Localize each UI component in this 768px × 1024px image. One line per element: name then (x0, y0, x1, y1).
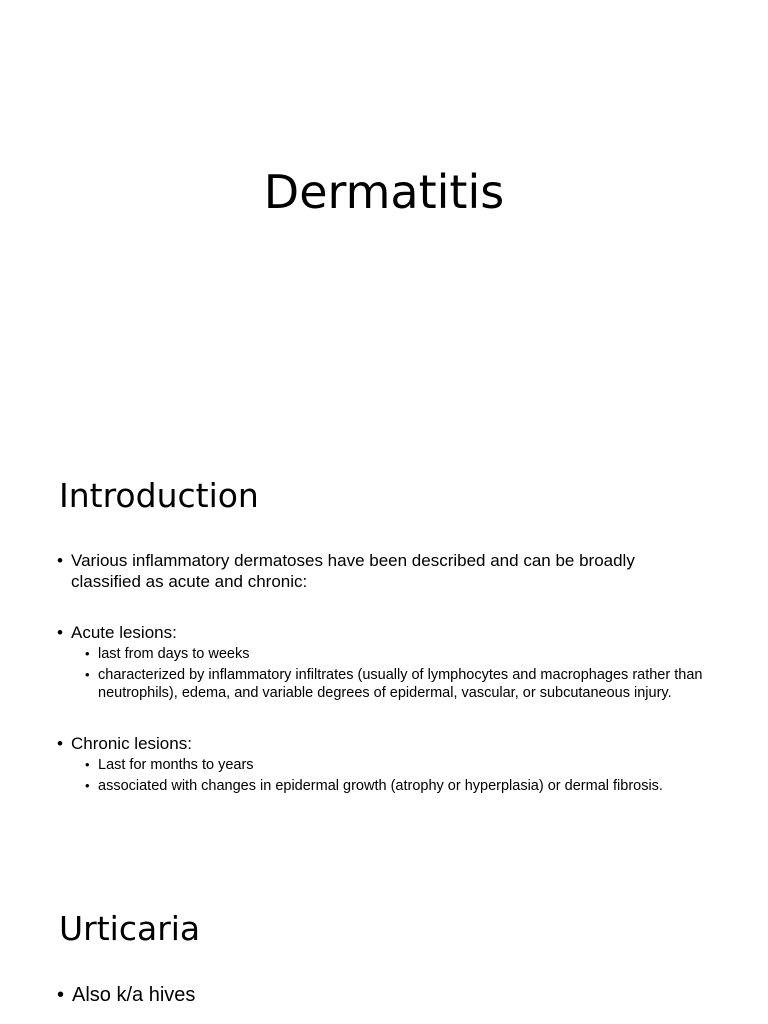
sub-list-item: • last from days to weeks (71, 645, 707, 663)
section-heading-introduction: Introduction (59, 476, 259, 515)
list-item: • Also k/a hives (57, 983, 195, 1007)
sub-list-item: • Last for months to years (71, 756, 707, 774)
sub-list-item: • associated with changes in epidermal growth (atrophy or hyperplasia) or dermal fibrosis. (71, 777, 707, 795)
urticaria-bullet-list (57, 983, 195, 1007)
section-heading-urticaria: Urticaria (59, 909, 201, 948)
slide-title: Dermatitis (263, 165, 505, 219)
bullet-text: Chronic lesions: (71, 734, 192, 753)
sub-list-item: • characterized by inflammatory infiltrates (usually of lymphocytes and macrophages rather than neutrophils), edema, and variable degrees of epidermal, vascular, or subcutaneous injury. (71, 666, 707, 702)
bullet-text: Various inflammatory dermatoses have been described and can be broadly classified as acute and chronic: (71, 551, 635, 591)
bullet-text: Acute lesions: (71, 623, 177, 642)
